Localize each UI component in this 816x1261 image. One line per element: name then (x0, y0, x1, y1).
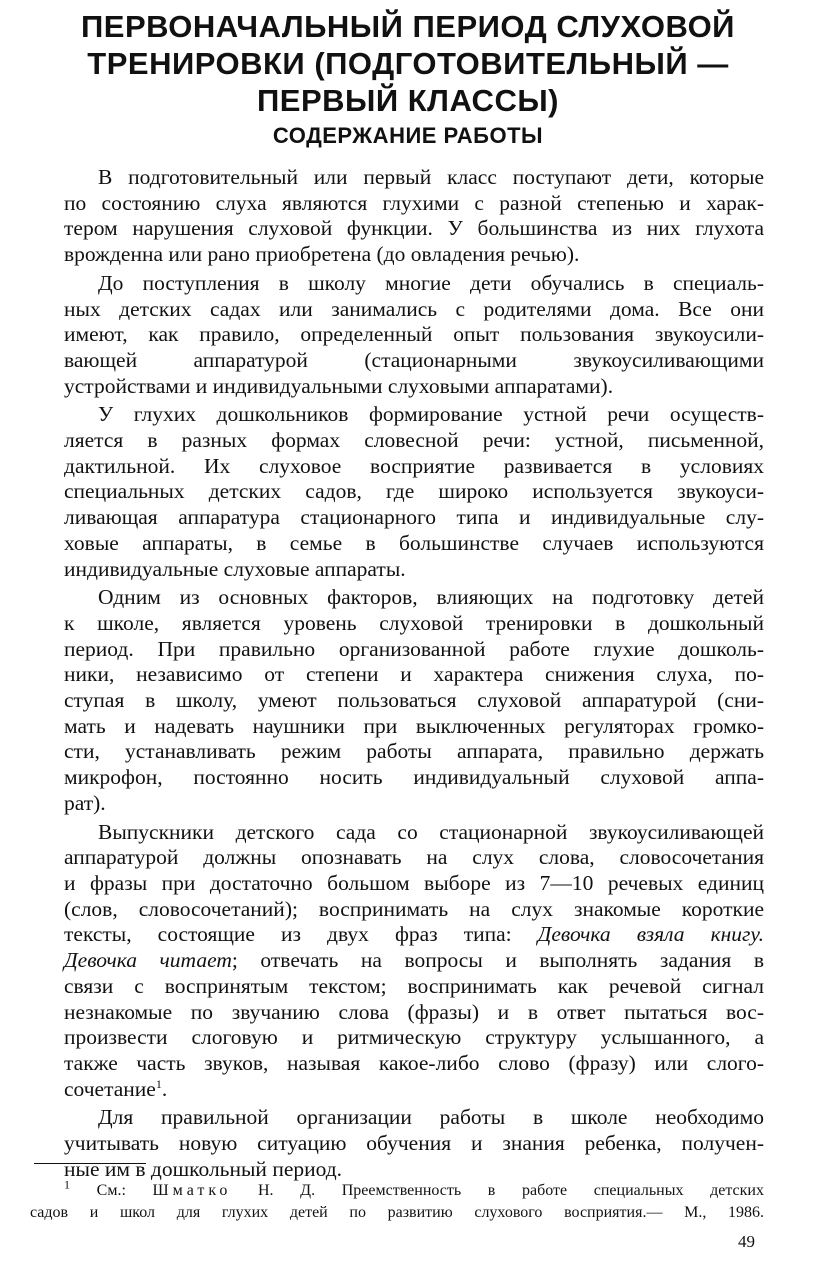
text-line: ховые аппараты, в семье в большинстве случаев используются (64, 530, 764, 555)
text-line: имеют, как правило, определенный опыт пользования звукоусили- (64, 322, 764, 347)
chapter-title (40, 8, 776, 119)
text-fragment: сочетание (64, 1076, 156, 1101)
text-fragment: . (161, 1076, 168, 1101)
text-line: также часть звуков, называя какое-либо слово (фразу) или слого- (64, 1050, 764, 1075)
text-line: В подготовительный или первый класс поступают дети, которые (98, 165, 764, 189)
text-line: дактильной. Их слуховое восприятие развивается в условиях (64, 453, 764, 478)
text-line: Выпускники детского сада со стационарной звукоусиливающей (98, 819, 764, 844)
text-line: рат). (64, 790, 106, 815)
body-text (30, 165, 764, 1182)
text-line: аппаратурой должны опознавать на слух слова, словосочетания (64, 845, 764, 870)
text-line: Одним из основных факторов, влияющих на подготовку детей (98, 585, 764, 610)
footnote (30, 1177, 764, 1224)
text-line: к школе, является уровень слуховой тренировки в дошкольный (64, 610, 764, 635)
text-line: учитывать новую ситуацию обучения и знания ребенка, получен- (64, 1131, 764, 1156)
text-line: мать и надевать наушники при выключенных регуляторах громко- (64, 713, 764, 738)
footnote-reference[interactable]: 1 (155, 1076, 162, 1091)
text-line (30, 922, 764, 948)
footnote-author: Шматко (152, 1182, 232, 1199)
text-line: ных детских садах или занимались с родителями дома. Все они (64, 296, 764, 321)
text-fragment: ; отвечать на вопросы и выполнять задания в (231, 948, 764, 973)
paragraph-6 (30, 1105, 764, 1182)
italic-example: Девочка взяла книгу. (537, 922, 764, 947)
text-line: связи с воспринятым текстом; воспринимать как речевой сигнал (64, 973, 764, 998)
text-line (30, 948, 764, 974)
title-line: ПЕРВОНАЧАЛЬНЫЙ ПЕРИОД СЛУХОВОЙ (81, 9, 735, 44)
footnote-mark: 1 (64, 1177, 70, 1192)
text-line: микрофон, постоянно носить индивидуальный слуховой аппа- (64, 765, 764, 790)
section-subtitle: СОДЕРЖАНИЕ РАБОТЫ (272, 123, 544, 148)
footnote-divider (34, 1163, 146, 1164)
text-line: У глухих дошкольников формирование устной речи осуществ- (98, 402, 764, 427)
paragraph-2 (30, 271, 764, 400)
italic-example: Девочка читает (64, 948, 232, 973)
text-line: индивидуальные слуховые аппараты. (64, 556, 406, 581)
text-line: ные им в дошкольный период. (64, 1156, 343, 1181)
paragraph-4 (30, 585, 764, 816)
paragraph-1 (30, 165, 764, 268)
text-line: и фразы при достаточно большом выборе из 7—10 речевых единиц (64, 870, 764, 895)
text-line: ляется в разных формах словесной речи: устной, письменной, (64, 428, 764, 453)
text-line: До поступления в школу многие дети обучались в специаль- (98, 270, 764, 295)
title-line: ПЕРВЫЙ КЛАССЫ) (257, 83, 559, 118)
text-line: сти, устанавливать режим работы аппарата, правильно держать (64, 739, 764, 764)
paragraph-5 (30, 820, 764, 1103)
text-line: устройствами и индивидуальными слуховыми аппаратами). (64, 373, 614, 398)
paragraph-3 (30, 402, 764, 582)
text-line: врожденна или рано приобретена (до овладения речью). (64, 242, 580, 267)
text-line (30, 1077, 764, 1103)
title-line: ТРЕНИРОВКИ (ПОДГОТОВИТЕЛЬНЫЙ — (87, 46, 729, 81)
text-line: период. При правильно организованной работе глухие дошколь- (64, 636, 764, 661)
text-line: тером нарушения слуховой функции. У большинства из них глухота (64, 216, 764, 241)
text-line: специальных детских садов, где широко используется звукоуси- (64, 479, 764, 504)
text-line: произвести слоговую и ритмическую структуру услышанного, а (64, 1025, 764, 1050)
text-line: (слов, словосочетаний); воспринимать на слух знакомые короткие (64, 896, 764, 921)
page-number: 49 (738, 1232, 755, 1251)
text-line: вающей аппаратурой (стационарными звукоусиливающими (64, 347, 764, 372)
text-line: Для правильной организации работы в школе необходимо (98, 1105, 764, 1130)
footnote-line (30, 1177, 764, 1202)
footnote-line: садов и школ для глухих детей по развитию слухового восприятия.— М., 1986. (30, 1204, 764, 1221)
text-fragment: См.: (96, 1182, 153, 1199)
text-line: незнакомые по звучанию слова (фразы) и в ответ пытаться вос- (64, 999, 764, 1024)
text-line: по состоянию слуха являются глухими с разной степенью и харак- (64, 190, 764, 215)
text-line: ливающая аппаратура стационарного типа и индивидуальные слу- (64, 505, 764, 530)
text-line: ступая в школу, умеют пользоваться слуховой аппаратурой (сни- (64, 688, 764, 713)
text-line: ники, независимо от степени и характера снижения слуха, по- (64, 662, 764, 687)
text-fragment: Н. Д. Преемственность в работе специальных детских (231, 1182, 764, 1199)
text-fragment: тексты, состоящие из двух фраз типа: (64, 922, 538, 947)
